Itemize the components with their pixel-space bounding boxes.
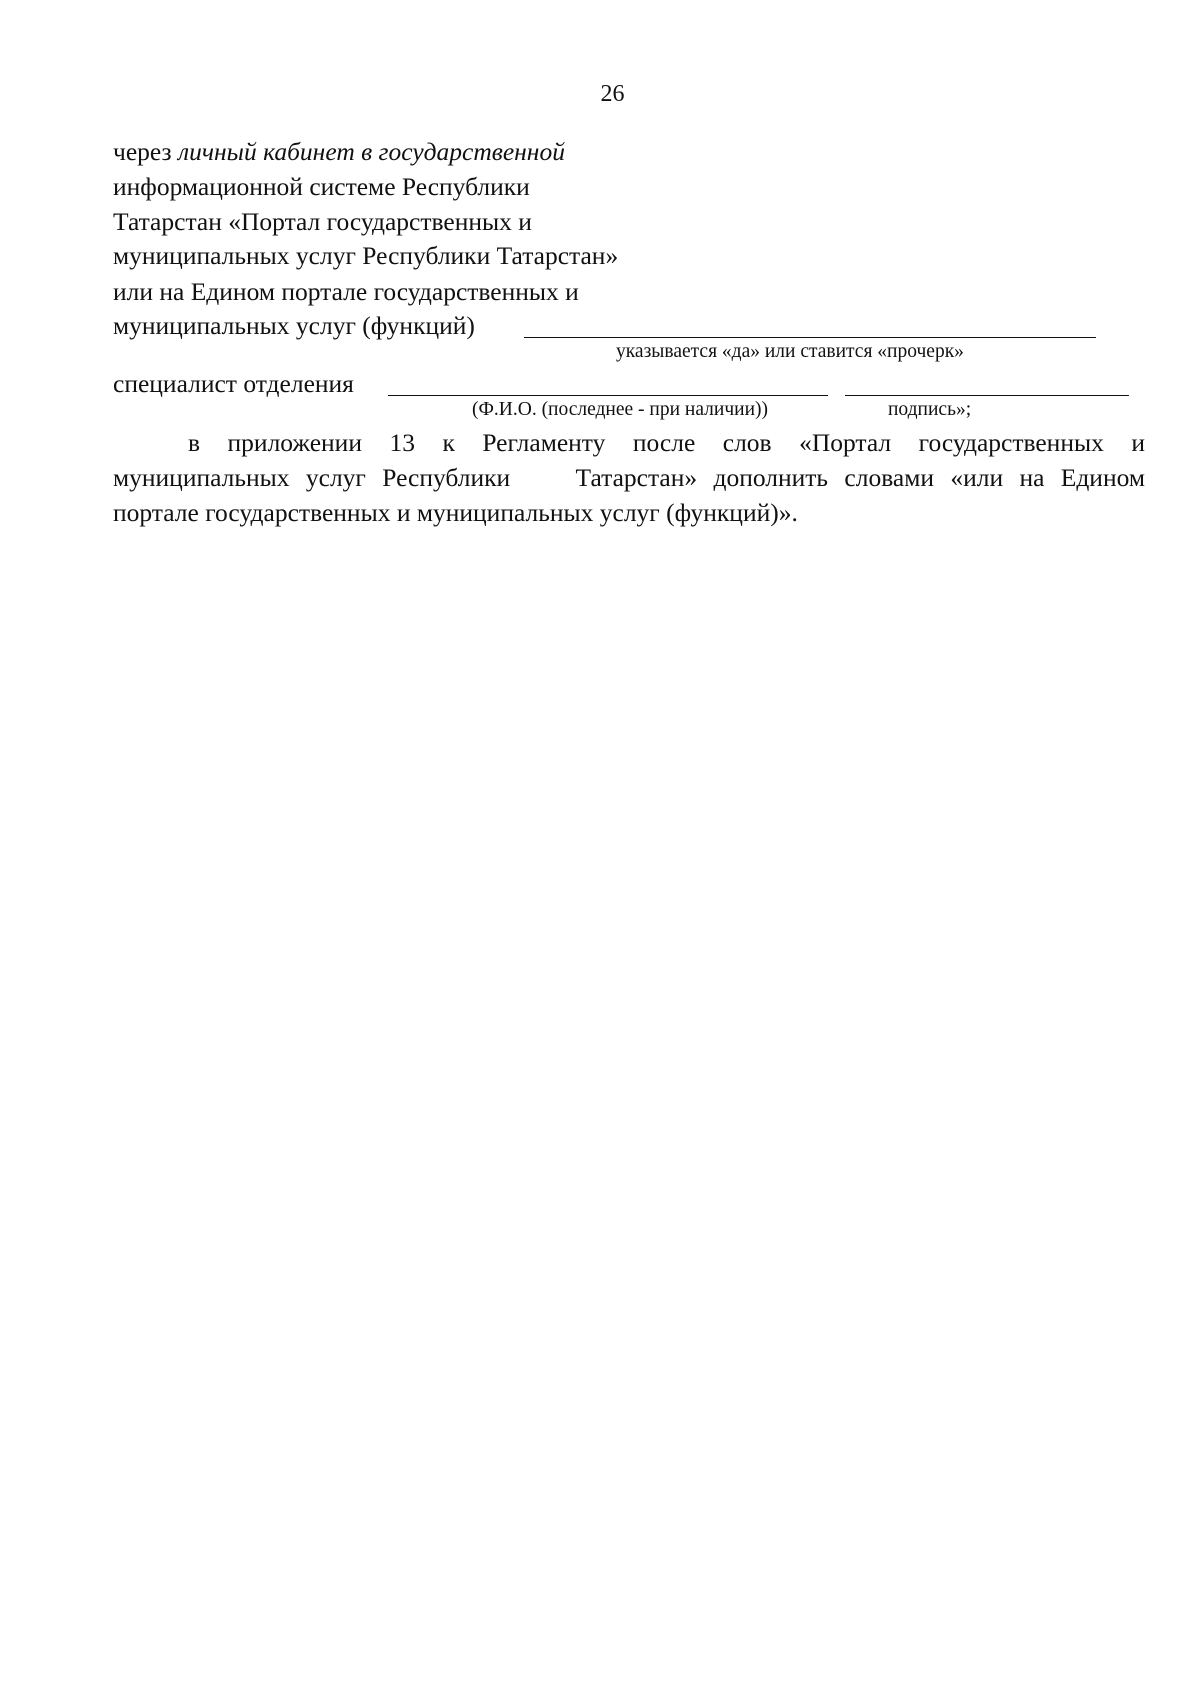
fio-caption: (Ф.И.О. (последнее - при наличии)) xyxy=(472,399,769,420)
form-line-1 xyxy=(113,137,565,167)
paragraph-line-3: портале государственных и муниципальных услуг (функций)». xyxy=(113,498,798,527)
specialist-label: специалист отделения xyxy=(113,369,354,398)
form-line-4: муниципальных услуг Республики Татарстан» xyxy=(113,241,619,270)
amendment-paragraph xyxy=(113,425,1145,530)
form-line-2: информационной системе Республики xyxy=(113,172,530,201)
answer-underline xyxy=(524,337,1096,338)
form-line-1-normal: через xyxy=(113,137,178,166)
form-line-1-italic: личный кабинет в государственной xyxy=(177,137,565,166)
page-number: 26 xyxy=(600,81,625,107)
fio-underline xyxy=(388,395,828,396)
form-line-3: Татарстан «Портал государственных и xyxy=(113,207,532,236)
form-line-6: муниципальных услуг (функций) xyxy=(113,311,475,340)
signature-caption: подпись»; xyxy=(888,399,972,420)
signature-underline xyxy=(845,395,1129,396)
form-line-5: или на Едином портале государственных и xyxy=(113,277,579,306)
paragraph-line-1: в приложении 13 к Регламенту после слов «Портал государственных и xyxy=(188,428,1145,457)
paragraph-line-2: муниципальных услуг Республики Татарстан» дополнить словами «или на Едином xyxy=(113,463,1145,492)
hint-caption: указывается «да» или ставится «прочерк» xyxy=(616,341,964,362)
